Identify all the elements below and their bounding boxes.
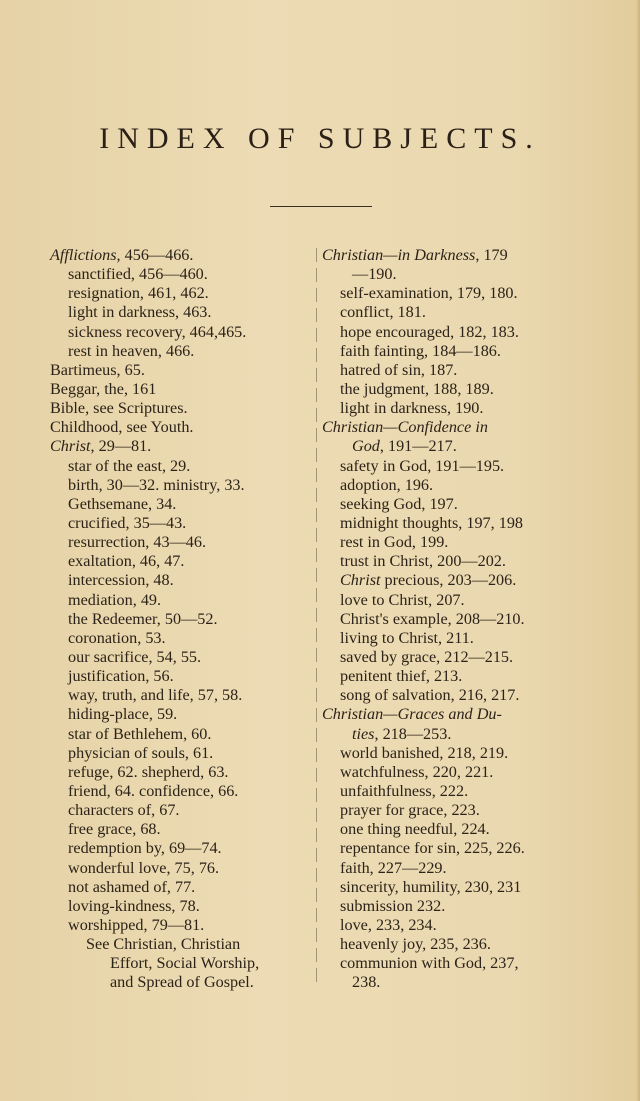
index-entry: resignation, 461, 462. bbox=[68, 284, 209, 303]
index-entry: submission 232. bbox=[340, 896, 446, 915]
index-entry: Childhood, see Youth. bbox=[50, 418, 194, 437]
index-column-right bbox=[322, 246, 582, 992]
page-edge bbox=[636, 0, 640, 1101]
index-entry: saved by grace, 212—215. bbox=[340, 647, 514, 666]
index-entry: sickness recovery, 464,465. bbox=[68, 322, 247, 341]
index-entry: watchfulness, 220, 221. bbox=[340, 762, 494, 781]
index-entry: seeking God, 197. bbox=[340, 494, 458, 513]
index-entry: —190. bbox=[352, 265, 397, 284]
index-entry: the judgment, 188, 189. bbox=[340, 379, 494, 398]
index-entry: faith, 227—229. bbox=[340, 858, 447, 877]
index-entry: refuge, 62. shepherd, 63. bbox=[68, 762, 229, 781]
index-entry: physician of souls, 61. bbox=[68, 743, 214, 762]
index-entry: living to Christ, 211. bbox=[340, 628, 474, 647]
index-entry: conflict, 181. bbox=[340, 303, 426, 322]
index-entry: not ashamed of, 77. bbox=[68, 877, 196, 896]
index-entry: hiding-place, 59. bbox=[68, 705, 178, 724]
index-entry: midnight thoughts, 197, 198 bbox=[340, 513, 524, 532]
index-entry: intercession, 48. bbox=[68, 571, 174, 590]
index-entry: way, truth, and life, 57, 58. bbox=[68, 686, 243, 705]
index-entry: rest in heaven, 466. bbox=[68, 341, 195, 360]
index-entry: song of salvation, 216, 217. bbox=[340, 686, 520, 705]
index-entry: rest in God, 199. bbox=[340, 533, 449, 552]
index-entry: loving-kindness, 78. bbox=[68, 896, 200, 915]
index-entry: Bible, see Scriptures. bbox=[50, 399, 188, 418]
index-entry: faith fainting, 184—186. bbox=[340, 341, 501, 360]
index-entry: free grace, 68. bbox=[68, 820, 161, 839]
index-entry: worshipped, 79—81. bbox=[68, 915, 205, 934]
index-entry: Christ's example, 208—210. bbox=[340, 609, 525, 628]
index-entry: sincerity, humility, 230, 231 bbox=[340, 877, 522, 896]
column-divider bbox=[316, 248, 317, 988]
index-entry: Christian—in Darkness, 179 bbox=[322, 246, 508, 264]
index-entry: mediation, 49. bbox=[68, 590, 162, 609]
index-entry: self-examination, 179, 180. bbox=[340, 284, 518, 303]
page-title: INDEX OF SUBJECTS. bbox=[99, 122, 541, 155]
index-entry: justification, 56. bbox=[68, 667, 174, 686]
index-entry: world banished, 218, 219. bbox=[340, 743, 509, 762]
index-entry: Christian—Graces and Du- bbox=[322, 705, 502, 724]
index-entry: communion with God, 237, bbox=[340, 954, 519, 973]
index-entry: Beggar, the, 161 bbox=[50, 379, 157, 398]
index-entry: Christian—Confidence in bbox=[322, 418, 488, 437]
index-entry: star of the east, 29. bbox=[68, 456, 191, 475]
index-entry: characters of, 67. bbox=[68, 801, 180, 820]
index-entry: love to Christ, 207. bbox=[340, 590, 465, 609]
index-entry: God, 191—217. bbox=[352, 437, 457, 456]
index-entry: the Redeemer, 50—52. bbox=[68, 609, 218, 628]
index-entry: trust in Christ, 200—202. bbox=[340, 552, 506, 571]
index-column-left bbox=[50, 246, 312, 992]
index-entry: light in darkness, 463. bbox=[68, 303, 212, 322]
index-entry: Christ, 29—81. bbox=[50, 437, 152, 456]
index-entry: Christ precious, 203—206. bbox=[340, 571, 517, 590]
index-entry: hope encouraged, 182, 183. bbox=[340, 322, 519, 341]
index-entry: coronation, 53. bbox=[68, 628, 166, 647]
index-entry: one thing needful, 224. bbox=[340, 820, 490, 839]
index-entry: heavenly joy, 235, 236. bbox=[340, 935, 491, 954]
index-entry: Bartimeus, 65. bbox=[50, 360, 145, 379]
index-entry: unfaithfulness, 222. bbox=[340, 781, 469, 800]
index-entry: penitent thief, 213. bbox=[340, 667, 463, 686]
index-entry: Afflictions, 456—466. bbox=[50, 246, 194, 264]
index-entry: prayer for grace, 223. bbox=[340, 801, 480, 820]
index-entry: resurrection, 43—46. bbox=[68, 533, 207, 552]
index-entry: friend, 64. confidence, 66. bbox=[68, 781, 239, 800]
index-entry: Gethsemane, 34. bbox=[68, 494, 177, 513]
index-entry: love, 233, 234. bbox=[340, 915, 437, 934]
index-entry: light in darkness, 190. bbox=[340, 399, 484, 418]
index-entry: adoption, 196. bbox=[340, 475, 434, 494]
index-entry: repentance for sin, 225, 226. bbox=[340, 839, 525, 858]
index-entry: our sacrifice, 54, 55. bbox=[68, 647, 202, 666]
index-entry: redemption by, 69—74. bbox=[68, 839, 222, 858]
index-entry: wonderful love, 75, 76. bbox=[68, 858, 220, 877]
index-entry: sanctified, 456—460. bbox=[68, 265, 208, 284]
index-entry: safety in God, 191—195. bbox=[340, 456, 505, 475]
index-entry: Effort, Social Worship, bbox=[110, 954, 260, 973]
index-entry: 238. bbox=[352, 973, 381, 992]
index-entry: star of Bethlehem, 60. bbox=[68, 724, 212, 743]
index-entry: See Christian, Christian bbox=[86, 935, 241, 954]
index-entry: ties, 218—253. bbox=[352, 724, 452, 743]
index-entry: birth, 30—32. ministry, 33. bbox=[68, 475, 245, 494]
index-entry: crucified, 35—43. bbox=[68, 513, 187, 532]
index-entry: hatred of sin, 187. bbox=[340, 360, 458, 379]
index-entry: exaltation, 46, 47. bbox=[68, 552, 185, 571]
index-entry: and Spread of Gospel. bbox=[110, 973, 254, 992]
title-rule bbox=[270, 206, 372, 207]
